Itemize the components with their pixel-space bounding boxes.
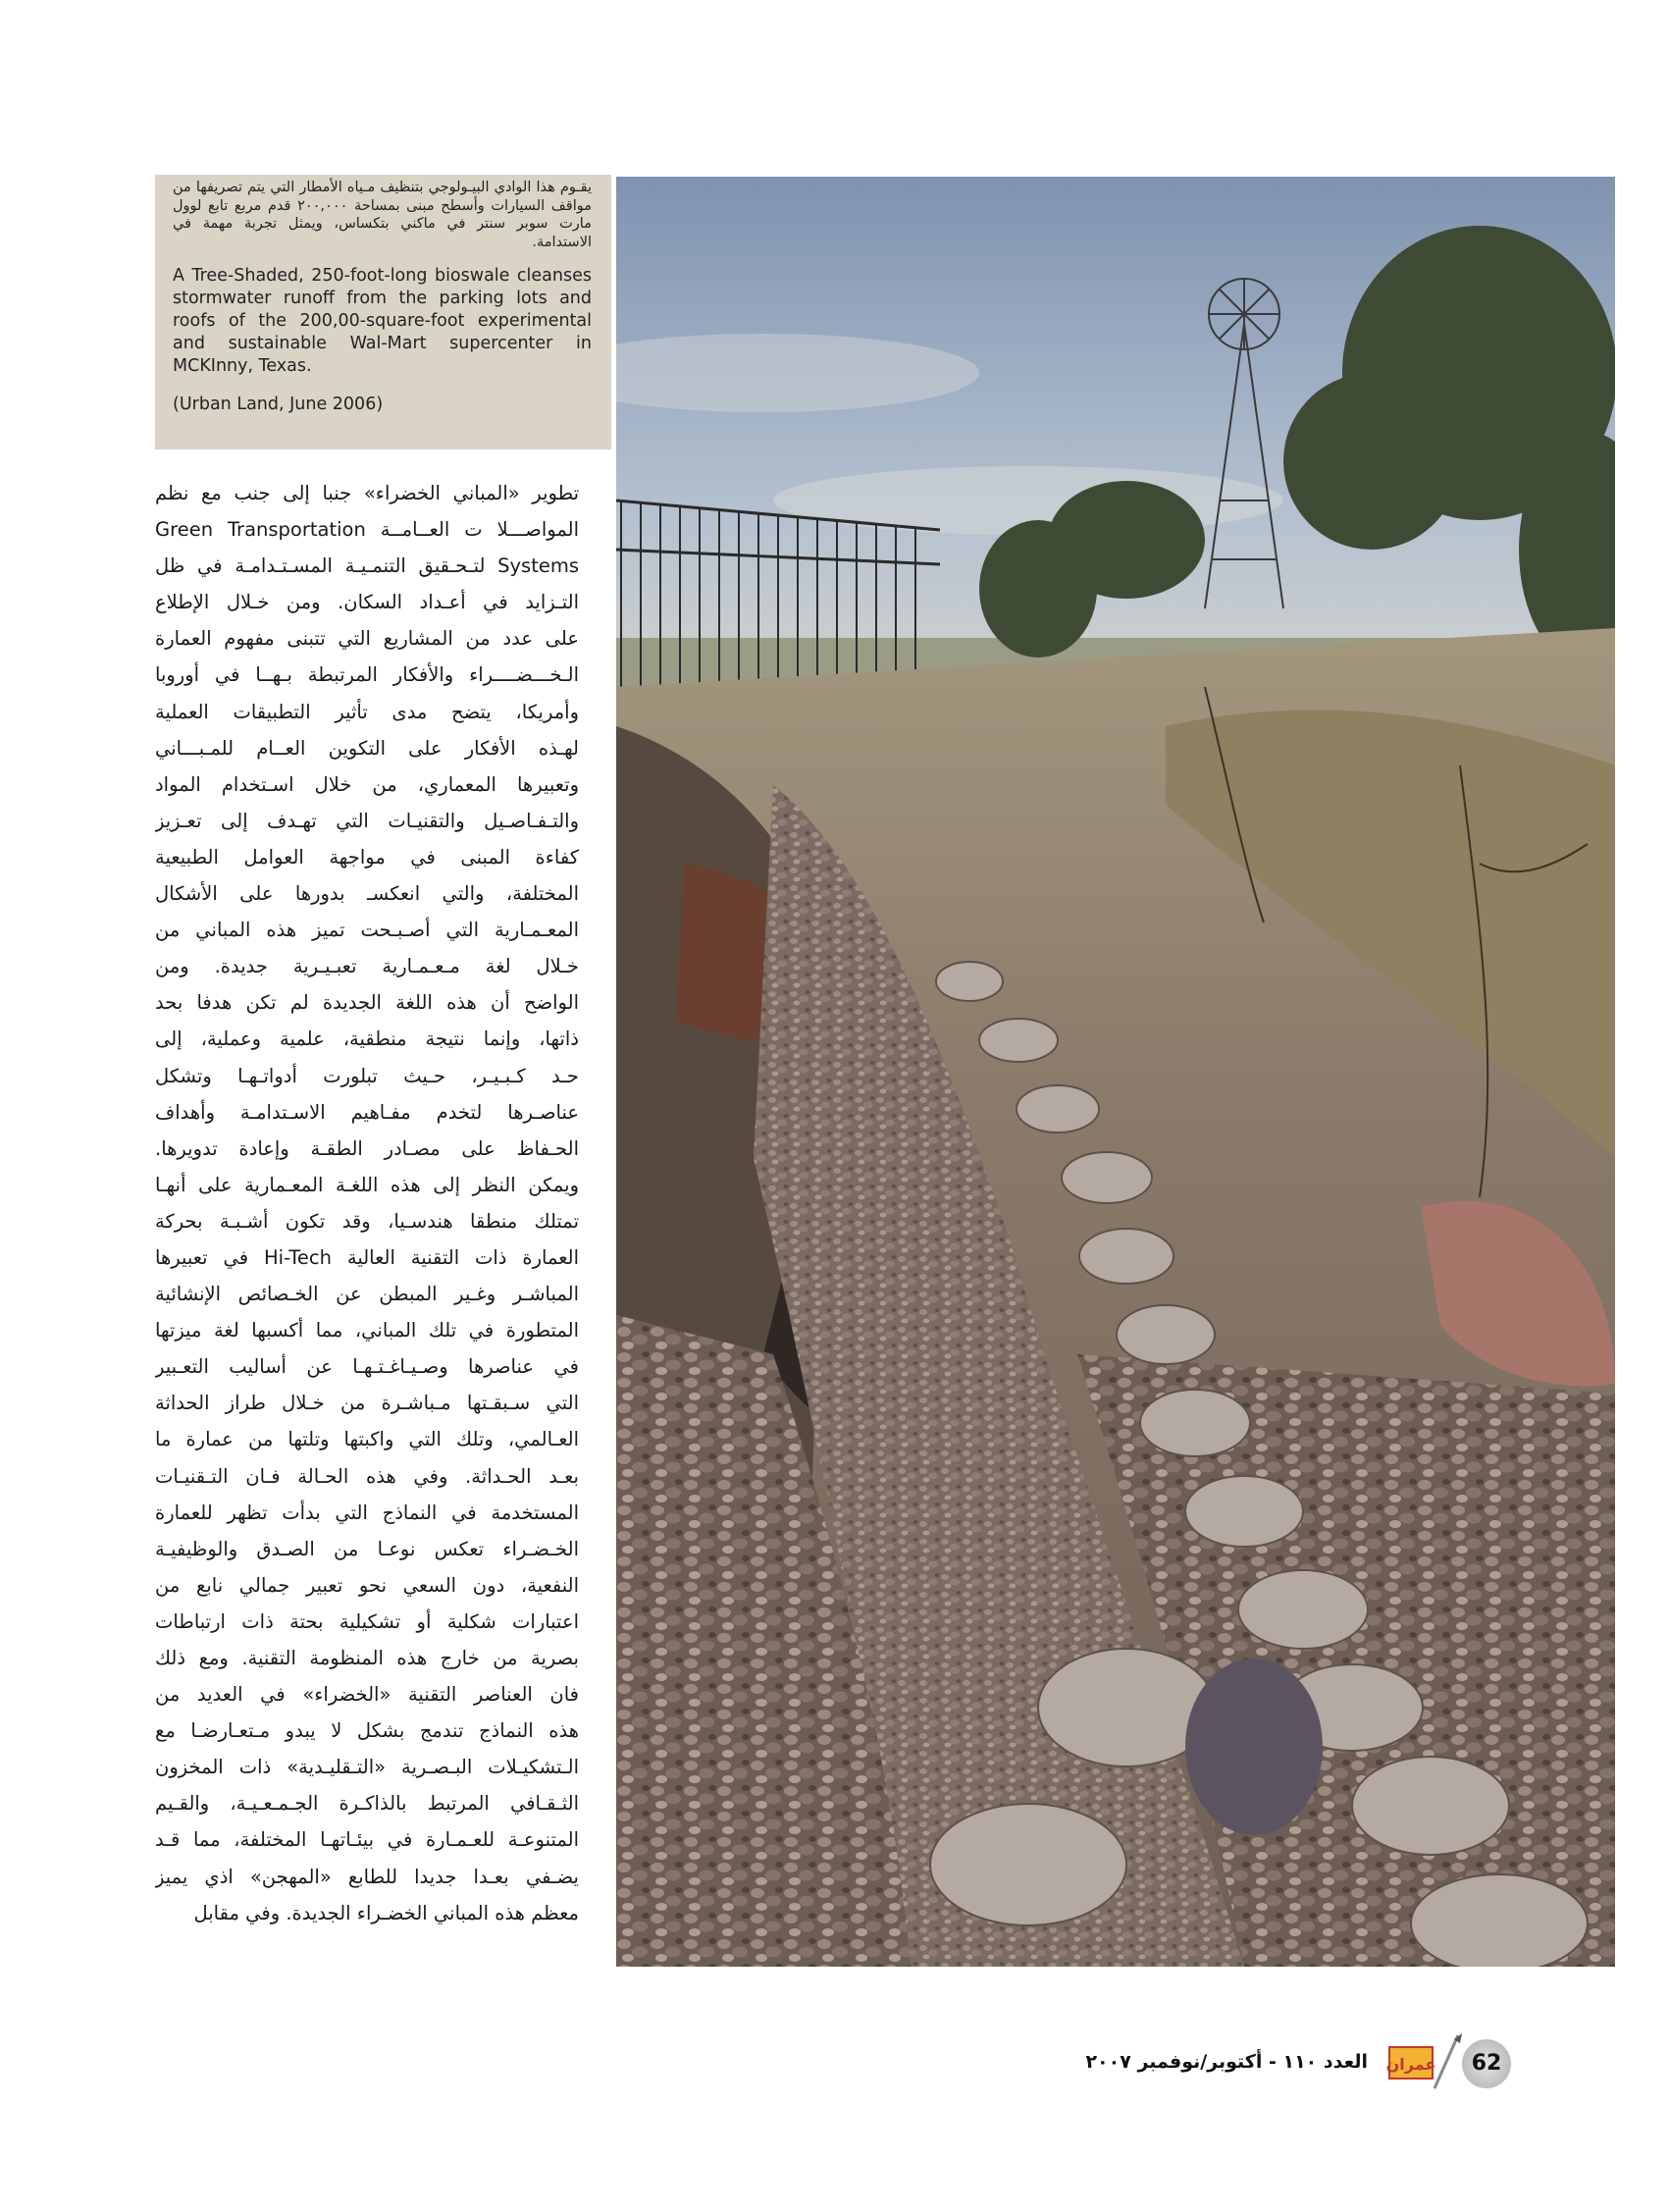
body-line: وتعبيرها المعماري، من خلال اسـتخدام المواد xyxy=(155,772,579,796)
body-line: كفاءة المبنى في مواجهة العوامل الطبيعية xyxy=(155,845,579,869)
body-line: هذه النماذج تندمج بشكل لا يبدو مـتعـارضـا مع xyxy=(155,1719,579,1743)
body-line: المتطورة في تلك المباني، مما أكسبها لغة ميزتها xyxy=(155,1319,579,1343)
body-line: تطوير «المباني الخضراء» جنبا إلى جنب مع نظم xyxy=(155,482,579,504)
caption-arabic: يقـوم هذا الوادي البيـولوجي بتنظيف مـياه الأمطار التي يتم تصريفها من مواقف السيارات وأسطح مبنى بمساحة ٢٠٠,٠٠٠ قدم مربع تابع لوول مارت سوبر سنتر في ماكني بتكساس، ويمثل تجربة مهمة في الاستدامة. xyxy=(173,180,592,250)
body-line: الحـفاظ على مصـادر الطقـة وإعادة تدويرها. xyxy=(155,1136,579,1160)
body-line: المستخدمة في النماذج التي بدأت تظهر للعمارة xyxy=(155,1501,579,1524)
body-line: الـتشكيـلات البـصـرية «التـقليـدية» ذات المخزون xyxy=(155,1756,579,1779)
body-line: على عدد من المشاريع التي تتبنى مفهوم العمارة xyxy=(155,627,579,651)
body-line: العـالمي، وتلك التي واكبتها وتلتها من عمارة ما xyxy=(155,1428,579,1451)
body-line: اعتبارات شكلية أو تشكيلية بحتة ذات ارتباطات xyxy=(155,1609,579,1633)
body-line: الـخـــضــــراء والأفكار المرتبطة بـهــا في أوروبا xyxy=(155,663,579,687)
bioswale-photo xyxy=(616,177,1615,1967)
body-line: حـد كـبـيـر، حـيث تبلورت أدواتـهـا وتشكل xyxy=(155,1064,579,1087)
logo-text: عمران xyxy=(1385,2055,1436,2074)
page-number: 62 xyxy=(1462,2039,1511,2088)
body-line: الواضح أن هذه اللغة الجديدة لم تكن هدفا بحد xyxy=(155,991,579,1015)
body-line: فان العناصر التقنية «الخضراء» في العديد من xyxy=(155,1683,579,1707)
body-line: ذاتها، وإنما نتيجة منطقية، علمية وعملية، إلى xyxy=(155,1027,579,1051)
body-line: المعـمـارية التي أصـبـحت تميز هذه المباني من xyxy=(155,919,579,942)
body-line: التـزايد في أعـداد السكان. ومن خـلال الإطلاع xyxy=(155,591,579,614)
body-line: في عناصرها وصـيـاغـتـهـا عن أساليب التعـبير xyxy=(155,1355,579,1379)
magazine-logo-pen-icon xyxy=(1385,2029,1464,2094)
body-line: والتـفـاصـيل والتقنيـات التي تهـدف إلى تعـزيز xyxy=(155,809,579,832)
body-line: المواصـــلا ت العــامــة Green Transportation xyxy=(155,518,579,542)
body-line: عناصـرها لتخدم مفـاهيم الاسـتدامـة وأهداف xyxy=(155,1100,579,1124)
body-line: بعـد الحـداثة. وفي هذه الحـالة فـان التـقنيـات xyxy=(155,1464,579,1488)
body-line: معظم هذه المباني الخضـراء الجديدة. وفي مقابل xyxy=(193,1901,579,1924)
body-line: الثـقـافي المرتبط بالذاكـرة الجـمـعـيـة، والقـيم xyxy=(155,1792,579,1816)
body-line: ويمكن النظر إلى هذه اللغـة المعـمارية على أنهـا xyxy=(155,1173,579,1196)
body-line: الخـضـراء تعكس نوعـا من الصـدق والوظيفيـة xyxy=(155,1537,579,1560)
issue-label: العدد ١١٠ - أكتوبر/نوفمبر ٢٠٠٧ xyxy=(1085,2051,1368,2073)
body-line: المباشـر وغـير المبطن عن الخـصائص الإنشائية xyxy=(155,1283,579,1306)
body-line: يضـفي بعـدا جديدا للطابع «المهجن» اذي يميز xyxy=(155,1865,579,1888)
body-line: التي سـبقـتها مـباشـرة من خـلال طراز الحداثة xyxy=(155,1392,579,1415)
body-line: العمارة ذات التقنية العالية Hi-Tech في تعبيرها xyxy=(155,1245,579,1269)
body-line: لهـذه الأفكار على التكوين العــام للمـبـــاني xyxy=(155,736,579,760)
caption-source: (Urban Land, June 2006) xyxy=(173,395,384,414)
body-line: وأمريكا، يتضح مدى تأثير التطبيقات العملية xyxy=(155,700,579,723)
body-line: النفعية، دون السعي نحو تعبير جمالي نابع من xyxy=(155,1573,579,1597)
body-line: المتنوعـة للعـمـارة في بيئـاتهـا المختلفة، مما قـد xyxy=(155,1828,579,1852)
caption-english: A Tree-Shaded, 250-foot-long bioswale cleanses stormwater runoff from the parking lots and roofs of the 200,00-square-foot experimental and sustainable Wal-Mart supercenter in MCKInny, Texas. xyxy=(173,266,592,376)
body-line: تمتلك منطقا هندسـيا، وقد تكون أشـبـة بحركة xyxy=(155,1209,579,1233)
body-line: Systems لتـحـقيق التنمـيـة المسـتـدامـة في ظل xyxy=(155,554,579,578)
article-body xyxy=(155,475,579,1931)
body-line: المختلفة، والتي انعكسـ بدورها على الأشكال xyxy=(155,882,579,906)
page-footer xyxy=(942,2029,1511,2098)
photo-caption-box xyxy=(155,175,611,449)
body-line: بصرية من خارج هذه المنظومة التقنية. ومع ذلك xyxy=(155,1647,579,1669)
body-line: خـلال لغة مـعـمـارية تعبـيـرية جديدة. ومن xyxy=(155,955,579,978)
